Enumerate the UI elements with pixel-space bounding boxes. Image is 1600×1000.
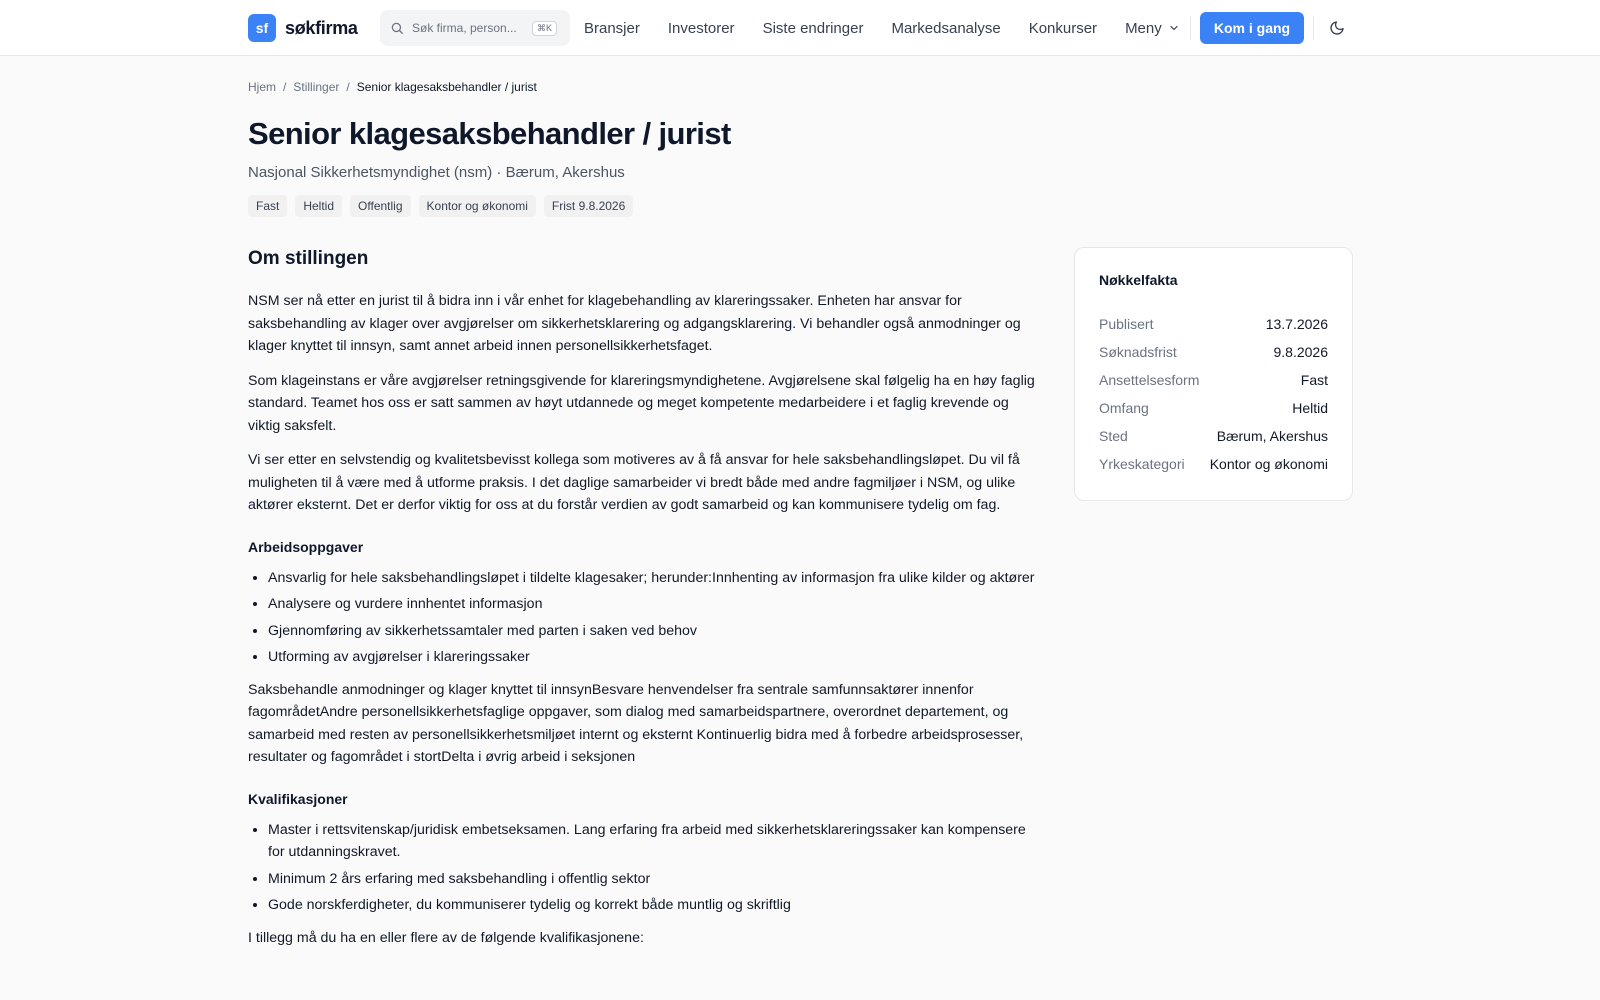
tasks-list [248, 567, 1038, 669]
fact-value: Kontor og økonomi [1209, 456, 1328, 472]
fact-value: 13.7.2026 [1265, 316, 1328, 332]
top-navigation-bar [0, 0, 1600, 56]
nav-siste-endringer[interactable]: Siste endringer [762, 19, 864, 37]
brand-logo[interactable] [248, 14, 358, 42]
tag-category: Kontor og økonomi [419, 195, 536, 217]
logo-mark: sf [248, 14, 276, 42]
fact-row-deadline [1099, 338, 1328, 366]
qualifications-extra-paragraph: I tillegg må du ha en eller flere av de følgende kvalifikasjonene: [248, 929, 644, 946]
search-box[interactable] [380, 10, 570, 46]
fact-row-published [1099, 310, 1328, 338]
fact-row-category [1099, 450, 1328, 478]
description-paragraph: NSM ser nå etter en jurist til å bidra inn i vår enhet for klagebehandling av klareringssaker. Enheten har ansvar for saksbehandling av klager over avgjørelser om sikkerhetsklarering og adgangsklarering. Vi behandler også anmodninger og klager knyttet til innsyn, samt annet arbeid innen personellsikkerhetsfaget. [248, 293, 1021, 354]
key-facts-card [1074, 247, 1353, 501]
search-icon [390, 21, 404, 35]
qualifications-list [248, 819, 1038, 917]
nav-investorer[interactable]: Investorer [667, 19, 735, 37]
moon-icon [1329, 20, 1345, 36]
job-description [248, 248, 1038, 961]
get-started-button[interactable]: Kom i gang [1200, 12, 1304, 44]
list-item: • Master i rettsvitenskap/juridisk embetseksamen. Lang erfaring fra arbeid med sikkerhetsklareringssaker kan kompensere for utdanningskravet. [268, 819, 1038, 864]
section-heading: Om stillingen [248, 248, 369, 269]
breadcrumb-stillinger[interactable]: Stillinger [293, 80, 340, 94]
breadcrumb-separator: / [346, 80, 350, 94]
nav-meny-label: Meny [1125, 19, 1162, 37]
nav-konkurser[interactable]: Konkurser [1028, 19, 1098, 37]
list-item: • Gode norskferdigheter, du kommuniserer tydelig og korrekt både muntlig og skriftlig [268, 894, 1038, 917]
tag-extent: Heltid [295, 195, 342, 217]
fact-label: Yrkeskategori [1099, 456, 1185, 472]
list-item: • Utforming av avgjørelser i klareringssaker [268, 646, 1038, 669]
logo-text: søkfirma [285, 17, 358, 38]
fact-label: Omfang [1099, 400, 1149, 416]
list-item: • Minimum 2 års erfaring med saksbehandling i offentlig sektor [268, 868, 1038, 891]
description-paragraph: Vi ser etter en selvstendig og kvalitetsbevisst kollega som motiveres av å få ansvar for hele saksbehandlingsløpet. Du vil få muligheten til å være med å utforme praksis. I det daglige samarbeider vi bredt både med andre fagmiljøer i NSM, og ulike aktører eksternt. Det er derfor viktig for oss at du forstår verdien av godt samarbeid og kan kommunisere tydelig om fag. [248, 452, 1020, 513]
tag-employment-type: Fast [248, 195, 287, 217]
tag-sector: Offentlig [350, 195, 410, 217]
breadcrumb-separator: / [283, 80, 287, 94]
breadcrumb-current: Senior klagesaksbehandler / jurist [356, 80, 537, 94]
header-divider [1313, 16, 1314, 40]
tag-deadline: Frist 9.8.2026 [544, 195, 633, 217]
theme-toggle-button[interactable] [1326, 17, 1348, 39]
search-input[interactable] [412, 21, 524, 35]
key-facts-title: Nøkkelfakta [1099, 272, 1178, 288]
job-tags [248, 195, 633, 217]
search-shortcut-hint: ⌘K [532, 21, 557, 36]
tasks-heading: Arbeidsoppgaver [248, 538, 364, 555]
job-employer-location: Nasjonal Sikkerhetsmyndighet (nsm) · Bærum, Akershus [248, 164, 625, 181]
qualifications-heading: Kvalifikasjoner [248, 790, 348, 807]
fact-label: Publisert [1099, 316, 1154, 332]
fact-value: 9.8.2026 [1273, 344, 1328, 360]
page-title: Senior klagesaksbehandler / jurist [248, 116, 731, 151]
fact-label: Søknadsfrist [1099, 344, 1177, 360]
nav-meny-dropdown[interactable] [1125, 20, 1180, 37]
list-item: • Gjennomføring av sikkerhetssamtaler med parten i saken ved behov [268, 620, 1038, 643]
nav-bransjer[interactable]: Bransjer [584, 19, 640, 37]
breadcrumb [248, 80, 537, 94]
fact-label: Ansettelsesform [1099, 372, 1200, 388]
breadcrumb-home[interactable]: Hjem [248, 80, 277, 94]
list-item: • Ansvarlig for hele saksbehandlingsløpet i tildelte klagesaker; herunder:Innhenting av informasjon fra ulike kilder og aktører [268, 567, 1038, 590]
fact-value: Heltid [1292, 400, 1328, 416]
header-divider [1190, 16, 1191, 40]
fact-row-extent [1099, 394, 1328, 422]
fact-label: Sted [1099, 428, 1128, 444]
nav-markedsanalyse[interactable]: Markedsanalyse [891, 19, 1001, 37]
main-nav [584, 0, 1208, 56]
description-paragraph: Som klageinstans er våre avgjørelser retningsgivende for klareringsmyndighetene. Avgjørelsene skal følgelig ha en høy faglig standard. Teamet hos oss er satt sammen av høyt utdannede og meget kompetente medarbeidere i et faglig krevende og viktig saksfelt. [248, 372, 1035, 434]
fact-value: Fast [1300, 372, 1328, 388]
list-item: • Analysere og vurdere innhentet informasjon [268, 593, 1038, 616]
tasks-extra-paragraph: Saksbehandle anmodninger og klager knyttet til innsynBesvare henvendelser fra sentrale samfunnsaktører innenfor fagområdetAndre personellsikkerhetsfaglige oppgaver, som dialog med samarbeidspartnere, overordnet departement, og samarbeid med resten av personellsikkerhetsmiljøet internt og eksternt Kontinuerlig bidra med å forbedre arbeidsprosesser, resultater og fagområdet i stortDelta i øvrig arbeid i seksjonen [248, 681, 1024, 765]
fact-row-location [1099, 422, 1328, 450]
chevron-down-icon [1168, 22, 1180, 34]
fact-value: Bærum, Akershus [1216, 428, 1328, 444]
fact-row-employment-type [1099, 366, 1328, 394]
